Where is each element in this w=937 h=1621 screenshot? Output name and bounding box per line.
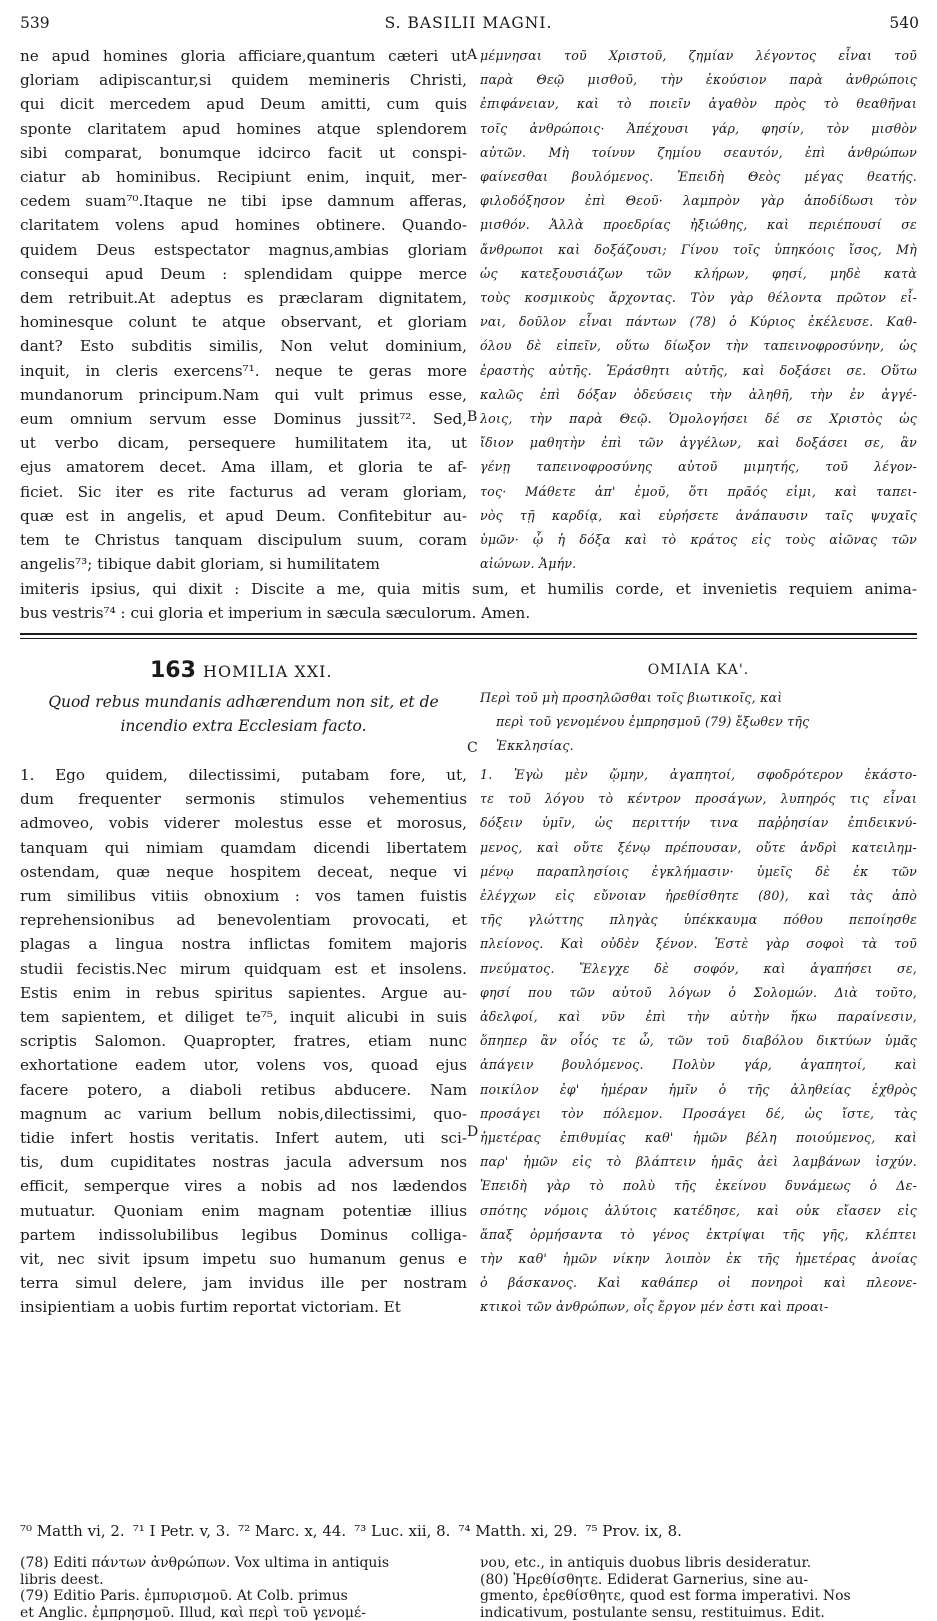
subtitle-line: Quod rebus mundanis adhærendum non sit, et de — [20, 690, 467, 714]
subtitle-line: Περὶ τοῦ μὴ προσηλῶσθαι τοῖς βιωτικοῖς, καὶ — [480, 686, 917, 710]
text-line: τοὺς κοσμικοὺς ἄρχοντας. Τὸν γὰρ θέλοντα πρῶτον εἶ- — [480, 286, 917, 310]
text-line: γένῃ ταπεινοφροσύνης αὐτοῦ μιμητής, τοῦ λέγον- — [480, 455, 917, 479]
page-number-right: 540 — [889, 14, 919, 36]
section-divider-thin — [20, 638, 917, 639]
text-line: μέμνησαι τοῦ Χριστοῦ, ζημίαν λέγοντος εἶναι τοῦ — [480, 44, 917, 68]
text-line: magnum ac varium bellum nobis,dilectissimi, quo- — [20, 1102, 467, 1126]
footnote-reference: ⁷⁵ Prov. ix, 8. — [585, 1522, 681, 1540]
text-line: tis, dum cupiditates nostras jacula adversum nos — [20, 1150, 467, 1174]
text-line: προσάγει τὸν πόλεμον. Προσάγει δέ, ὡς ἴστε, τὰς — [480, 1102, 917, 1126]
text-line: ἡμετέρας ἐπιθυμίας καθ' ἡμῶν βέλη ποιούμενος, καὶ — [480, 1126, 917, 1150]
text-line: πλείονος. Καὶ οὐδὲν ξένον. Ἐστὲ γὰρ σοφοὶ τὰ τοῦ — [480, 932, 917, 956]
footnote-line: (80) Ἠρεθίσθητε. Ediderat Garnerius, sine au- — [480, 1572, 917, 1589]
text-line: rum similibus vitiis obnoxium : vos tamen fuistis — [20, 884, 467, 908]
section-divider-thick — [20, 633, 917, 635]
text-line: τῆς γλώττης πληγὰς ὑπέκκαυμα πόθου πεποίησθε — [480, 908, 917, 932]
text-line: ἐραστὴς αὐτῆς. Ἐράσθητι αὐτῆς, καὶ δοξάσει σε. Οὕτω — [480, 359, 917, 383]
greek-column-top — [480, 44, 917, 576]
text-line: φιλοδόξησον ἐπὶ Θεοῦ· λαμπρὸν γὰρ ἀποδίδωσι τὸν — [480, 189, 917, 213]
text-line: αἰώνων. Ἀμήν. — [480, 552, 917, 576]
running-title: S. BASILII MAGNI. — [0, 14, 937, 36]
text-line: partem indissolubilibus legibus Dominus colliga- — [20, 1223, 467, 1247]
text-line: inquit, in cleris exercens⁷¹. neque te geras more — [20, 359, 467, 383]
footnote-reference: ⁷⁰ Matth vi, 2. — [20, 1522, 125, 1540]
footnotes-left — [20, 1555, 467, 1621]
text-line: quidem Deus estspectator magnus,ambias gloriam — [20, 238, 467, 262]
text-line: scriptis Salomon. Quapropter, fratres, etiam nunc — [20, 1029, 467, 1053]
footnote-line: (79) Editio Paris. ἐμπυρισμοῦ. At Colb. primus — [20, 1588, 467, 1605]
text-line: ὁ βάσκανος. Καὶ καθάπερ οἱ πονηροὶ καὶ πλεονε- — [480, 1271, 917, 1295]
text-line: qui dicit mercedem apud Deum amitti, cum quis — [20, 92, 467, 116]
text-line: admoveo, vobis viderer molestus esse et morosus, — [20, 811, 467, 835]
text-line: bus vestris⁷⁴ : cui gloria et imperium in sæcula sæculorum. Amen. — [20, 601, 917, 625]
text-line: φησί που τῶν αὐτοῦ λόγων ὁ Σολομών. Διὰ τοῦτο, — [480, 981, 917, 1005]
text-line: exhortatione eadem utor, volens vos, quoad ejus — [20, 1053, 467, 1077]
text-line: efficit, semperque vires a nobis ad nos lædendos — [20, 1174, 467, 1198]
text-line: δόξειν ὑμῖν, ὡς περιττήν τινα παῤῥησίαν ἐπιδεικνύ- — [480, 811, 917, 835]
text-line: μένῳ παραπλησίοις ἐγκλήμασιν· ὑμεῖς δὲ ἐκ τῶν — [480, 860, 917, 884]
footnote-line: νου, etc., in antiquis duobus libris desideratur. — [480, 1555, 917, 1572]
text-line: ὑμῶν· ᾧ ἡ δόξα καὶ τὸ κράτος εἰς τοὺς αἰῶνας τῶν — [480, 528, 917, 552]
text-line: ἄνθρωποι καὶ δοξάζουσι; Γίνου τοῖς ὑπηκόοις ἴσος, Μὴ — [480, 238, 917, 262]
text-line: σπότης νόμοις ἀλύτοις κατέδησε, καὶ οὐκ εἴασεν εἰς — [480, 1199, 917, 1223]
greek-column-main — [480, 763, 917, 1320]
text-line: cedem suam⁷⁰.Itaque ne tibi ipse damnum afferas, — [20, 189, 467, 213]
text-line: μενος, καὶ οὔτε ξένῳ πρέπουσαν, οὔτε ἀνδρὶ κατειλημ- — [480, 836, 917, 860]
text-line: πνεύματος. Ἔλεγχε δὲ σοφόν, καὶ ἀγαπήσει σε, — [480, 957, 917, 981]
text-line: ναι, δοῦλον εἶναι πάντων (78) ὁ Κύριος ἐκέλευσε. Καθ- — [480, 310, 917, 334]
text-line: reprehensionibus ad benevolentiam provocati, et — [20, 908, 467, 932]
footnote-line: et Anglic. ἐμπρησμοῦ. Illud, καὶ περὶ τοῦ γενομέ- — [20, 1605, 467, 1621]
margin-mark-d: D — [467, 1124, 478, 1140]
text-line: Ἐπειδὴ γὰρ τὸ πολὺ τῆς ἐκείνου δυνάμεως ὁ Δε- — [480, 1174, 917, 1198]
text-line: insipientiam a uobis furtim reportat victoriam. Et — [20, 1295, 467, 1319]
text-line: claritatem volens apud homines obtinere. Quando- — [20, 213, 467, 237]
text-line: ἅπαξ ὁρμήσαντα τὸ γένος ἐκτρίψαι τῆς γῆς, κλέπτει — [480, 1223, 917, 1247]
text-line: studii fecistis.Nec mirum quidquam est et insolens. — [20, 957, 467, 981]
text-line: imiteris ipsius, qui dixit : Discite a me, quia mitis sum, et humilis corde, et invenietis requiem anima- — [20, 577, 917, 601]
text-line: παρὰ Θεῷ μισθοῦ, τὴν ἑκούσιον παρὰ ἀνθρώποις — [480, 68, 917, 92]
text-line: λοις, τὴν παρὰ Θεῷ. Ὁμολογήσει δέ σε Χριστὸς ὡς — [480, 407, 917, 431]
latin-closing-lines — [20, 577, 917, 625]
margin-mark-a: A — [467, 47, 477, 63]
text-line: 1. Ἐγὼ μὲν ᾤμην, ἀγαπητοί, σφοδρότερον ἑκάστο- — [480, 763, 917, 787]
text-line: ficiet. Sic iter es rite facturus ad veram gloriam, — [20, 480, 467, 504]
text-line: sibi comparat, bonumque idcirco facit ut conspi- — [20, 141, 467, 165]
text-line: ἐλέγχων εἰς εὔνοιαν ἠρεθίσθητε (80), καὶ τὰς ἀπὸ — [480, 884, 917, 908]
text-line: ἀδελφοί, καὶ νῦν ἐπὶ τὴν αὐτὴν ἥκω παραίνεσιν, — [480, 1005, 917, 1029]
page-number-left: 539 — [20, 14, 50, 36]
footnote-reference: ⁷² Marc. x, 44. — [238, 1522, 346, 1540]
homily-title-latin: HOMILIA XXI. — [203, 662, 333, 681]
subtitle-line: Ἐκκλησίας. — [480, 734, 917, 758]
footnote-reference: ⁷³ Luc. xii, 8. — [354, 1522, 450, 1540]
scripture-references — [20, 1522, 917, 1540]
subtitle-line: περὶ τοῦ γενομένου ἐμπρησμοῦ (79) ἔξωθεν τῆς — [480, 710, 917, 734]
text-line: τε τοῦ λόγου τὸ κέντρον προσάγων, λυπηρός τις εἶναι — [480, 787, 917, 811]
text-line: κτικοὶ τῶν ἀνθρώπων, οἷς ἔργον μέν ἐστι καὶ προαι- — [480, 1295, 917, 1319]
text-line: hominesque colunt te atque observant, et gloriam — [20, 310, 467, 334]
text-line: plagas a lingua nostra inflictas fomitem majoris — [20, 932, 467, 956]
text-line: tanquam qui nimiam quamdam dicendi libertatem — [20, 836, 467, 860]
text-line: ἐπιφάνειαν, καὶ τὸ ποιεῖν ἀγαθὸν πρὸς τὸ θεαθῆναι — [480, 92, 917, 116]
text-line: ostendam, quæ neque hospitem deceat, neque vi — [20, 860, 467, 884]
text-line: τὴν καθ' ἡμῶν νίκην λοιπὸν ἐκ τῆς ἡμετέρας ἀνοίας — [480, 1247, 917, 1271]
text-line: vit, nec sivit ipsum impetu suo humanum genus e — [20, 1247, 467, 1271]
footnote-reference: ⁷⁴ Matth. xi, 29. — [458, 1522, 577, 1540]
text-line: dant? Esto subditis similis, Non velut dominium, — [20, 334, 467, 358]
text-line: τος· Μάθετε ἀπ' ἐμοῦ, ὅτι πρᾶός εἰμι, καὶ ταπει- — [480, 480, 917, 504]
text-line: φαίνεσθαι βουλόμενος. Ἐπειδὴ Θεὸς μέγας θεατής. — [480, 165, 917, 189]
text-line: tem te Christus tanquam discipulum suum, coram — [20, 528, 467, 552]
text-line: ἴδιον μαθητὴν ἐπὶ τῶν ἀγγέλων, καὶ δοξάσει σε, ἂν — [480, 431, 917, 455]
text-line: παρ' ἡμῶν εἰς τὸ βλάπτειν ἡμᾶς ἀεὶ λαμβάνων ἰσχύν. — [480, 1150, 917, 1174]
homily-subtitle-greek — [480, 686, 917, 759]
text-line: terra simul delere, jam invidus ille per nostram — [20, 1271, 467, 1295]
text-line: τοῖς ἀνθρώποις· Ἀπέχουσι γάρ, φησίν, τὸν μισθὸν — [480, 117, 917, 141]
text-line: ut verbo dicam, persequere humilitatem ita, ut — [20, 431, 467, 455]
text-line: αὐτῶν. Μὴ τοίνυν ζημίου σεαυτόν, ἐπὶ ἀνθρώπων — [480, 141, 917, 165]
text-line: ejus amatorem decet. Ama illam, et gloria te af- — [20, 455, 467, 479]
footnote-line: indicativum, postulante sensu, restituimus. Edit. — [480, 1605, 917, 1621]
footnotes-right — [480, 1555, 917, 1621]
text-line: ὡς κατεξουσιάζων τῶν κλήρων, φησί, μηδὲ κατὰ — [480, 262, 917, 286]
text-line: mutuatur. Quoniam enim magnam potentiæ illius — [20, 1199, 467, 1223]
text-line: ne apud homines gloria afficiare,quantum cæteri ut — [20, 44, 467, 68]
homily-subtitle-latin — [20, 690, 467, 738]
text-line: 1. Ego quidem, dilectissimi, putabam fore, ut, — [20, 763, 467, 787]
text-line: sponte claritatem apud homines atque splendorem — [20, 117, 467, 141]
text-line: ἀπάγειν βουλόμενος. Πολὺν γάρ, ἀγαπητοί, καὶ — [480, 1053, 917, 1077]
text-line: μισθόν. Ἀλλὰ προεδρίας ἠξιώθης, καὶ περιέπουσί σε — [480, 213, 917, 237]
text-line: νὸς τῇ καρδίᾳ, καὶ εὑρήσετε ἀνάπαυσιν ταῖς ψυχαῖς — [480, 504, 917, 528]
subtitle-line: incendio extra Ecclesiam facto. — [20, 714, 467, 738]
homily-number: 163 — [150, 658, 196, 683]
text-line: dem retribuit.At adeptus es præclaram dignitatem, — [20, 286, 467, 310]
text-line: ciatur ab hominibus. Recipiunt enim, inquit, mer- — [20, 165, 467, 189]
footnote-line: gmento, ἐρεθίσθητε, quod est forma imperativi. Nos — [480, 1588, 917, 1605]
homily-title-greek: ΟΜΙΛΙΑ ΚΑ'. — [480, 662, 917, 678]
text-line: dum frequenter sermonis stimulos vehementius — [20, 787, 467, 811]
footnote-reference: ⁷¹ I Petr. v, 3. — [133, 1522, 230, 1540]
text-line: όλου δὲ εἰπεῖν, οὕτω δίωξον τὴν ταπεινοφροσύνην, ὡς — [480, 334, 917, 358]
footnote-line: libris deest. — [20, 1572, 467, 1589]
text-line: gloriam adipiscantur,si quidem memineris Christi, — [20, 68, 467, 92]
latin-column-main — [20, 763, 467, 1320]
footnote-line: (78) Editi πάντων ἀνθρώπων. Vox ultima in antiquis — [20, 1555, 467, 1572]
text-line: tem sapientem, et diliget te⁷⁵, inquit alicubi in suis — [20, 1005, 467, 1029]
text-line: tidie infert hostis veritatis. Infert autem, uti sci- — [20, 1126, 467, 1150]
margin-mark-c: C — [467, 740, 478, 756]
margin-mark-b: B — [467, 409, 477, 425]
text-line: angelis⁷³; tibique dabit gloriam, si humilitatem — [20, 552, 467, 576]
text-line: καλῶς ἐπὶ δόξαν ὁδεύσεις τὴν ἀληθῆ, τὴν ἐν ἀγγέ- — [480, 383, 917, 407]
text-line: quæ est in angelis, et apud Deum. Confitebitur au- — [20, 504, 467, 528]
text-line: ὅπηπερ ἂν οἷός τε ὦ, τῶν τοῦ διαβόλου δικτύων ὑμᾶς — [480, 1029, 917, 1053]
text-line: facere potero, a diaboli retibus abducere. Nam — [20, 1078, 467, 1102]
text-line: consequi apud Deum : splendidam quippe merce — [20, 262, 467, 286]
text-line: eum omnium servum esse Dominus jussit⁷². Sed, — [20, 407, 467, 431]
text-line: Estis enim in rebus spiritus sapientes. Argue au- — [20, 981, 467, 1005]
latin-column-top — [20, 44, 467, 576]
text-line: ποικίλον ἐφ' ἡμέραν ἡμῖν ὁ τῆς ἀληθείας ἐχθρὸς — [480, 1078, 917, 1102]
text-line: mundanorum principum.Nam qui vult primus esse, — [20, 383, 467, 407]
